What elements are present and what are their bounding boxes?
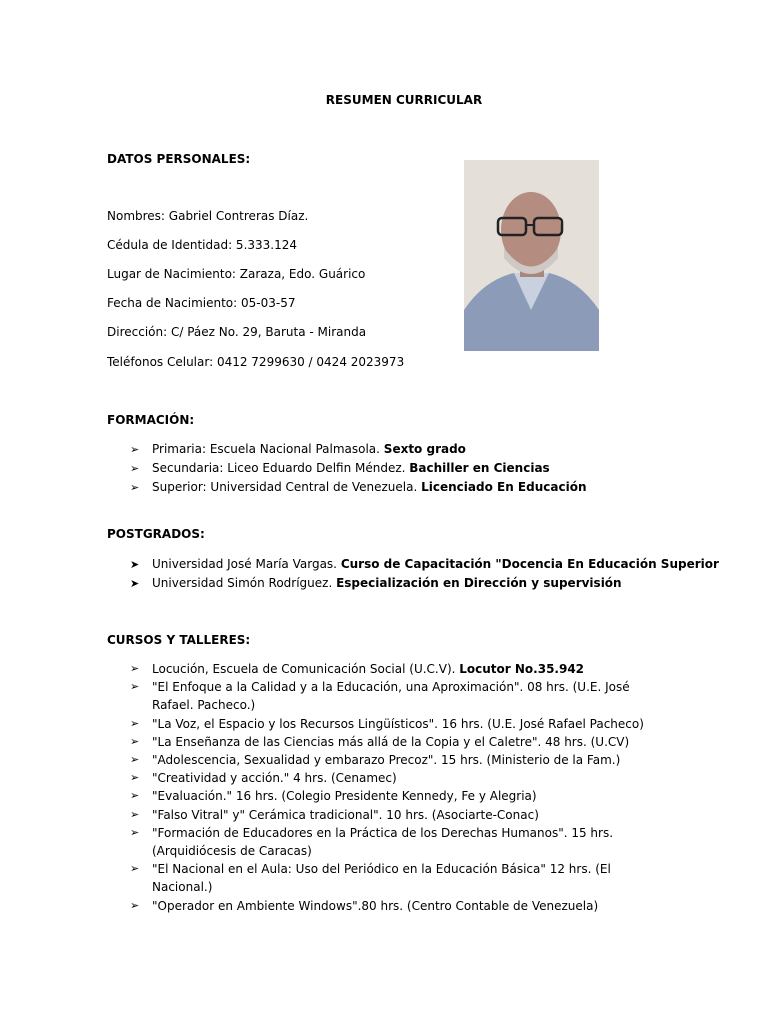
- formacion-heading: FORMACIÓN:: [107, 413, 195, 427]
- lugar-line: Lugar de Nacimiento: Zaraza, Edo. Guárico: [107, 267, 366, 281]
- postgrados-list: [130, 555, 719, 593]
- list-item: ➢ "Operador en Ambiente Windows".80 hrs. (Centro Contable de Venezuela): [130, 897, 660, 915]
- fecha-line: Fecha de Nacimiento: 05-03-57: [107, 296, 296, 310]
- arrowhead-bullet-icon: ➢: [130, 825, 140, 839]
- list-item: ➢ "La Voz, el Espacio y los Recursos Lingüísticos". 16 hrs. (U.E. José Rafael Pacheco): [130, 715, 660, 733]
- arrowhead-bullet-icon: ➢: [130, 807, 140, 821]
- list-item: ➢ Locución, Escuela de Comunicación Social (U.C.V). Locutor No.35.942: [130, 660, 660, 678]
- arrowhead-bullet-icon: ➤: [130, 577, 140, 590]
- formacion-list: [130, 440, 587, 497]
- arrowhead-bullet-icon: ➢: [130, 753, 140, 767]
- list-item: ➤ Universidad Simón Rodríguez. Especialización en Dirección y supervisión: [130, 574, 719, 593]
- list-item: ➢ "Falso Vitral" y" Cerámica tradicional". 10 hrs. (Asociarte-Conac): [130, 806, 660, 824]
- list-item: ➢ Secundaria: Liceo Eduardo Delfin Méndez. Bachiller en Ciencias: [130, 459, 587, 478]
- arrowhead-bullet-icon: ➢: [130, 716, 140, 730]
- list-item: ➢ "Evaluación." 16 hrs. (Colegio Presidente Kennedy, Fe y Alegria): [130, 787, 660, 805]
- list-item: ➢ "Adolescencia, Sexualidad y embarazo Precoz". 15 hrs. (Ministerio de la Fam.): [130, 751, 660, 769]
- document-title: RESUMEN CURRICULAR: [325, 93, 483, 107]
- portrait-photo: [464, 160, 599, 351]
- arrowhead-bullet-icon: ➢: [130, 662, 140, 675]
- list-item: ➤ Universidad José María Vargas. Curso de Capacitación "Docencia En Educación Superior: [130, 555, 719, 574]
- postgrados-heading: POSTGRADOS:: [107, 527, 205, 541]
- list-item: ➢ "El Nacional en el Aula: Uso del Periódico en la Educación Básica" 12 hrs. (El Nacional.): [130, 862, 611, 895]
- arrowhead-bullet-icon: ➢: [130, 462, 140, 475]
- nombres-line: Nombres: Gabriel Contreras Díaz.: [107, 209, 309, 223]
- cursos-list: [130, 660, 660, 915]
- arrowhead-bullet-icon: ➢: [130, 443, 140, 456]
- arrowhead-bullet-icon: ➢: [130, 481, 140, 494]
- arrowhead-bullet-icon: ➢: [130, 680, 140, 694]
- list-item: ➢ Superior: Universidad Central de Venezuela. Licenciado En Educación: [130, 478, 587, 497]
- datos-heading: DATOS PERSONALES:: [107, 152, 251, 166]
- list-item: ➢ "La Enseñanza de las Ciencias más allá de la Copia y el Caletre". 48 hrs. (U.CV): [130, 733, 660, 751]
- list-item: ➢ "Formación de Educadores en la Práctica de los Derechas Humanos". 15 hrs. (Arquidiócesis de Caracas): [130, 825, 614, 859]
- arrowhead-bullet-icon: ➢: [130, 789, 140, 803]
- list-item: ➢ Primaria: Escuela Nacional Palmasola. Sexto grado: [130, 440, 587, 459]
- arrowhead-bullet-icon: ➤: [130, 558, 140, 571]
- arrowhead-bullet-icon: ➢: [130, 771, 140, 785]
- list-item: ➢ "Creatividad y acción." 4 hrs. (Cenamec): [130, 769, 660, 787]
- arrowhead-bullet-icon: ➢: [130, 862, 140, 876]
- cedula-line: Cédula de Identidad: 5.333.124: [107, 238, 298, 252]
- telefonos-line: Teléfonos Celular: 0412 7299630 / 0424 2023973: [107, 355, 405, 369]
- direccion-line: Dirección: C/ Páez No. 29, Baruta - Miranda: [107, 325, 367, 339]
- arrowhead-bullet-icon: ➢: [130, 734, 140, 748]
- arrowhead-bullet-icon: ➢: [130, 898, 140, 912]
- cursos-heading: CURSOS Y TALLERES:: [107, 633, 251, 647]
- list-item: ➢ "El Enfoque a la Calidad y a la Educación, una Aproximación". 08 hrs. (U.E. José Rafael. Pacheco.): [130, 680, 630, 713]
